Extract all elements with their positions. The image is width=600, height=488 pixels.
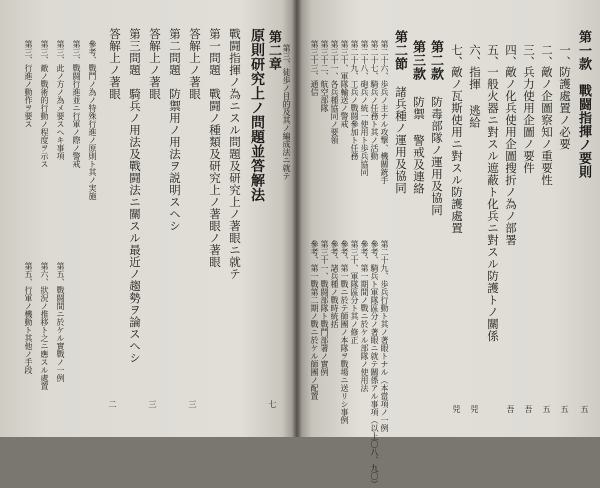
sub-item-8: 第三十三、通信	[310, 40, 319, 96]
note-7: 第五、行軍ノ機動ト其他ノ手段	[24, 262, 33, 374]
toc-entry-6: 第三問題 騎兵ノ用法及戰闘法ニ關スル最近ノ趨勢ヲ論スヘシ	[128, 28, 142, 364]
section2-heading: 第二款	[428, 40, 443, 81]
item-5-label: 一般火器ニ對スル遮蔽ト化兵ニ對スル防護トノ關係	[486, 66, 500, 342]
sub-item-1: 第二十六、歩兵ノ主ナル攻撃、機關銃手	[380, 40, 389, 184]
r-page-number-3: 五	[542, 405, 551, 413]
lower-note-7: 第三十一、戰闘部隊ト戰鬥部署ノ實例	[320, 240, 329, 376]
note-3: 第三、敵ノ戰術的行動ノ程度ヲ示ス	[40, 40, 49, 168]
note-5: 第三、戰闘行進並ニ行軍ノ際ノ警戒	[72, 40, 81, 168]
item-6-label: 指揮 逃給	[468, 66, 482, 129]
r-page-number-6: 兕	[470, 405, 479, 413]
lower-note-2: 參考、騎兵ト軍隊區分ノ著眼ニ就テ關係アル事項（以上〇八、九〇）	[370, 240, 379, 488]
note-8: 第六、狀況ノ推移ト之ニ應スル處置	[40, 262, 49, 390]
item-3-label: 兵力使用企圖ノ要件	[522, 66, 536, 174]
toc-entry-1: 戰闘指揮ノ為ニスル問題及研究上ノ著眼ニ就テ	[228, 28, 242, 280]
note-2: 第三、行進ノ動作ヲ要ス	[24, 40, 33, 128]
sub-item-5: 第三十、軍隊輸送ノ警戒	[340, 40, 349, 128]
section4-title: 諸兵種ノ運用及協同	[394, 86, 408, 194]
item-2-label: 敵ノ企圖察知ノ重要性	[540, 66, 554, 186]
item-5-num: 五、	[486, 44, 500, 68]
page-number-1: 七	[268, 400, 277, 408]
lower-note-5: 參考、第一戰ニ於テ師團ノ本隊ヲ戰場ニ送リシ事例	[340, 240, 349, 424]
section3-title: 防禦 警戒及連絡	[412, 96, 426, 195]
item-7-label: 敵ノ瓦斯使用ニ對スル防護處置	[450, 66, 464, 234]
chapter-heading: 第二章	[266, 30, 281, 71]
page-number-2: 三	[188, 400, 197, 408]
r-page-number-5: 吾	[506, 405, 515, 413]
left-page	[0, 0, 296, 437]
toc-entry-2: 第一問題 戰闘ノ種類及研究上ノ著眼ノ著眼	[208, 28, 222, 268]
lower-note-3: 參考、第一期間ノ戰ニ於ケル部隊ノ使用法	[360, 240, 369, 392]
section2-title: 防毒部隊ノ運用及協同	[430, 96, 444, 216]
item-1-label: 防護處置ノ必要	[558, 66, 572, 150]
item-2-num: 二、	[540, 44, 554, 68]
note-9: 第五、戰闘間ニ於ケル實戰ノ一例	[56, 262, 65, 382]
lower-note-8: 參考、第一戰第二期ノ戰ニ於ケル師團ノ配置	[310, 240, 319, 400]
lower-note-6: 參考、諸兵種ノ戰時統括	[330, 240, 339, 328]
sub-item-3: 第二十八、砲兵ノ統一使用ト歩兵協同	[360, 40, 369, 176]
note-6: 參考、戰鬥ノ為ノ特殊行進ノ原則ト其ノ実施	[88, 40, 97, 200]
note-1: 第三、徒歩ノ目的及其ノ編成法ニ就テ	[282, 44, 291, 180]
lower-note-1: 第二十九、歩兵行動ト其ノ著眼トナル（本當項ノ一例	[380, 240, 389, 432]
item-1-num: 一、	[558, 44, 572, 68]
toc-entry-3: 答解上ノ著眼	[188, 28, 202, 100]
section4-heading: 第二節	[392, 30, 407, 71]
sub-item-7: 第三十二、航空部隊	[320, 40, 329, 112]
chapter-title: 原則研究上ノ問題並答解法	[249, 28, 265, 202]
sub-item-6: 第三十一、各兵種協同ノ要領	[330, 40, 339, 144]
item-3-num: 三、	[522, 44, 536, 68]
right-page	[300, 0, 600, 488]
page-number-4: 二	[108, 400, 117, 408]
page-number-3: 三	[148, 400, 157, 408]
right-header: 第一款 戰闘指揮ノ要則	[576, 30, 591, 179]
item-6-num: 六、	[468, 44, 482, 68]
sub-item-4: 第二十九、工兵ノ戰闘參加ト任務	[350, 40, 359, 160]
toc-entry-7: 答解上ノ著眼	[108, 28, 122, 100]
section3-heading: 第三款	[410, 40, 425, 81]
r-page-number-7: 兕	[452, 405, 461, 413]
toc-entry-5: 答解上ノ著眼	[148, 28, 162, 100]
toc-entry-4: 第二問題 防禦用ノ用法ヲ説明スヘシ	[168, 28, 182, 232]
r-page-number-1: 五	[580, 405, 589, 413]
note-4: 第三、此ノ方ノ為メ要スヘキ事項	[56, 40, 65, 160]
sub-item-2: 第二十七、騎兵ノ任務ト其ノ活動	[370, 40, 379, 160]
r-page-number-2: 五	[560, 405, 569, 413]
item-4-num: 四、	[504, 44, 518, 68]
item-7-num: 七、	[450, 44, 464, 68]
r-page-number-4: 吾	[524, 405, 533, 413]
lower-note-4: 第三十、軍隊區分ト其ノ修正	[350, 240, 359, 344]
item-4-label: 敵ノ化兵使用企圖搜折ノ為ノ部署	[504, 66, 518, 246]
